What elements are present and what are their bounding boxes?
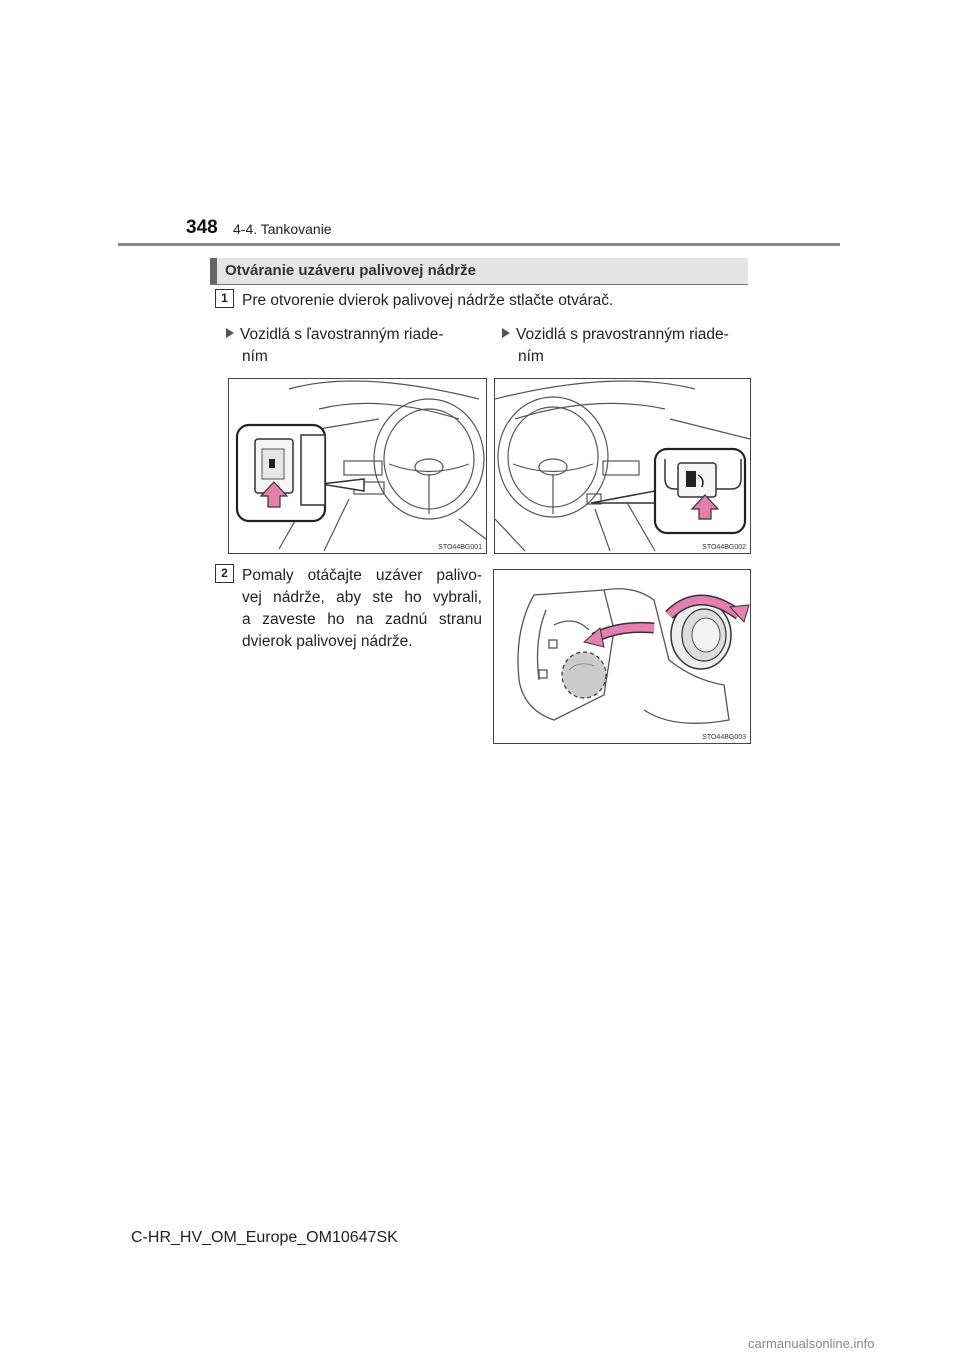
bullet-left-drive <box>226 324 444 368</box>
step-2-number: 2 <box>215 564 234 583</box>
fuel-cap-illustration <box>494 570 750 743</box>
bullet-left-line1: Vozidlá s ľavostranným riade- <box>240 326 444 343</box>
figure-code: STO44BG001 <box>438 544 482 551</box>
figure-fuel-cap <box>493 569 751 744</box>
bullet-right-drive <box>502 324 729 368</box>
document-id: C-HR_HV_OM_Europe_OM10647SK <box>131 1229 398 1246</box>
bullet-right-line2: ním <box>518 348 544 365</box>
section-heading-tab <box>210 258 217 284</box>
rhd-dashboard-illustration <box>495 379 750 553</box>
watermark: carmanualsonline.info <box>748 1336 875 1351</box>
figure-lhd-dashboard <box>228 378 487 554</box>
bullet-right-line1: Vozidlá s pravostranným riade- <box>516 326 729 343</box>
step-2-line3: a zaveste ho na zadnú stranu <box>242 611 482 628</box>
step-1-number: 1 <box>215 289 234 308</box>
bullet-triangle-icon <box>226 328 234 338</box>
section-heading <box>210 258 748 285</box>
header-rule <box>118 243 840 246</box>
figure-rhd-dashboard <box>494 378 751 554</box>
figure-code: STO44BG003 <box>702 734 746 741</box>
step-2-line4: dvierok palivovej nádrže. <box>242 633 413 650</box>
bullet-triangle-icon <box>502 328 510 338</box>
lhd-dashboard-illustration <box>229 379 486 553</box>
step-2-line1: Pomaly otáčajte uzáver palivo- <box>242 567 482 584</box>
section-heading-title: Otváranie uzáveru palivovej nádrže <box>225 262 476 279</box>
figure-code: STO44BG002 <box>702 544 746 551</box>
step-2-text <box>242 565 482 653</box>
step-2-line2: vej nádrže, aby ste ho vybrali, <box>242 589 482 606</box>
step-1-text: Pre otvorenie dvierok palivovej nádrže stlačte otvárač. <box>242 292 614 309</box>
page-number: 348 <box>186 217 218 238</box>
bullet-left-line2: ním <box>242 348 268 365</box>
chapter-title: 4-4. Tankovanie <box>233 221 332 237</box>
